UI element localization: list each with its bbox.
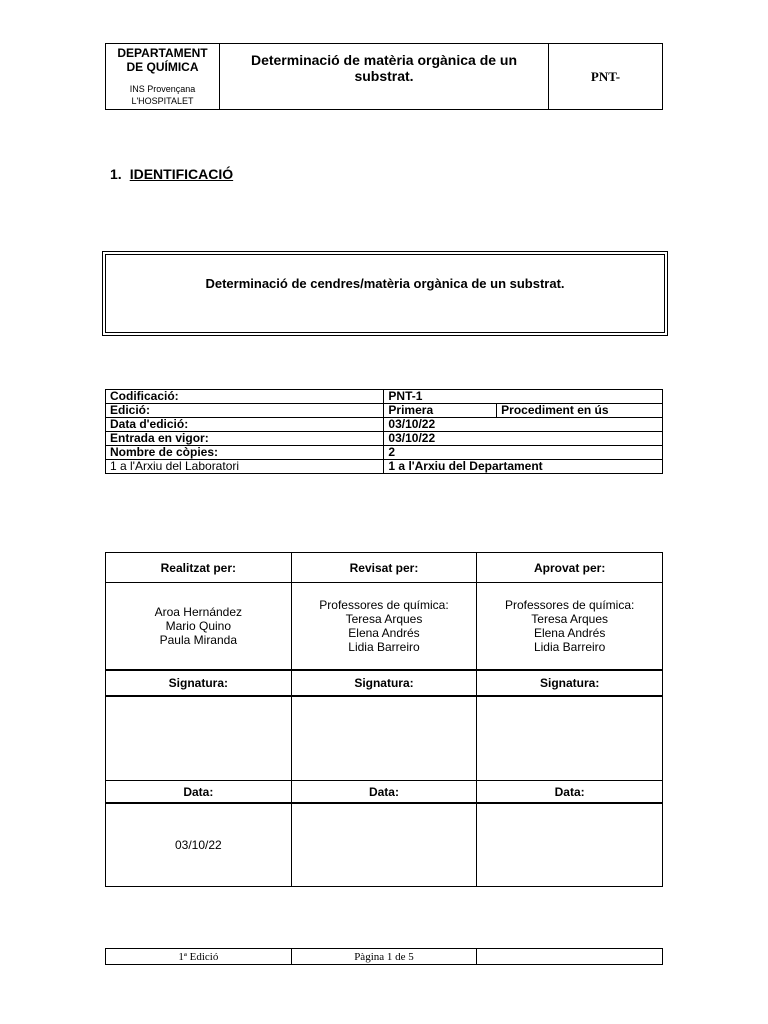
footer-page-number: Pàgina 1 de 5 [291, 949, 477, 965]
table-row [106, 803, 663, 887]
document-header [105, 43, 663, 110]
document-code: PNT- [549, 44, 663, 110]
row-value: PNT-1 [384, 390, 663, 404]
codification-table [105, 389, 663, 474]
row-label: Nombre de còpies: [106, 446, 384, 460]
row-extra: Procediment en ús [497, 404, 663, 418]
row-value: Primera [384, 404, 497, 418]
section-title: IDENTIFICACIÓ [129, 166, 234, 182]
row-value: 03/10/22 [384, 418, 663, 432]
authors: Aroa Hernández Mario Quino Paula Miranda [106, 583, 292, 671]
header-reviewed-by: Revisat per: [291, 553, 477, 583]
approvers: Professores de química: Teresa Arques Elena Andrés Lidia Barreiro [477, 583, 663, 671]
date-label: Data: [477, 781, 663, 804]
identification-text: Determinació de cendres/matèria orgànica de un substrat. [205, 276, 565, 291]
table-row [106, 583, 663, 671]
page-footer [105, 948, 663, 965]
table-row [106, 670, 663, 696]
table-row [106, 432, 663, 446]
header-done-by: Realitzat per: [106, 553, 292, 583]
reviewers: Professores de química: Teresa Arques Elena Andrés Lidia Barreiro [291, 583, 477, 671]
title-cell [220, 44, 549, 110]
department-cell [106, 44, 220, 110]
section-number: 1. [110, 166, 122, 182]
department-name: DEPARTAMENT DE QUÍMICA [117, 46, 208, 74]
date-value [477, 803, 663, 887]
signature-label: Signatura: [106, 670, 292, 696]
row-label: Entrada en vigor: [106, 432, 384, 446]
header-approved-by: Aprovat per: [477, 553, 663, 583]
row-label: Codificació: [106, 390, 384, 404]
table-row [106, 390, 663, 404]
date-label: Data: [291, 781, 477, 804]
table-row [106, 696, 663, 781]
table-row [106, 404, 663, 418]
row-label: Edició: [106, 404, 384, 418]
table-row [106, 781, 663, 804]
row-value: 2 [384, 446, 663, 460]
signature-area [477, 696, 663, 781]
row-value: 03/10/22 [384, 432, 663, 446]
signature-area [291, 696, 477, 781]
footer-edition: 1ª Edició [106, 949, 292, 965]
document-title: Determinació de matèria orgànica de un substrat. [250, 52, 518, 84]
school-name: INS Provençana L'HOSPITALET [129, 84, 196, 106]
signature-label: Signatura: [291, 670, 477, 696]
date-value [291, 803, 477, 887]
table-row [106, 446, 663, 460]
footer-extra [477, 949, 663, 965]
section-heading [110, 166, 233, 182]
table-row [106, 418, 663, 432]
signature-label: Signatura: [477, 670, 663, 696]
identification-box [102, 251, 668, 336]
row-label: Data d'edició: [106, 418, 384, 432]
date-label: Data: [106, 781, 292, 804]
row-label: 1 a l'Arxiu del Laboratori [106, 460, 384, 474]
date-value: 03/10/22 [106, 803, 292, 887]
table-row [106, 460, 663, 474]
signature-area [106, 696, 292, 781]
table-row [106, 553, 663, 583]
signatures-table [105, 552, 663, 887]
row-value: 1 a l'Arxiu del Departament [384, 460, 663, 474]
